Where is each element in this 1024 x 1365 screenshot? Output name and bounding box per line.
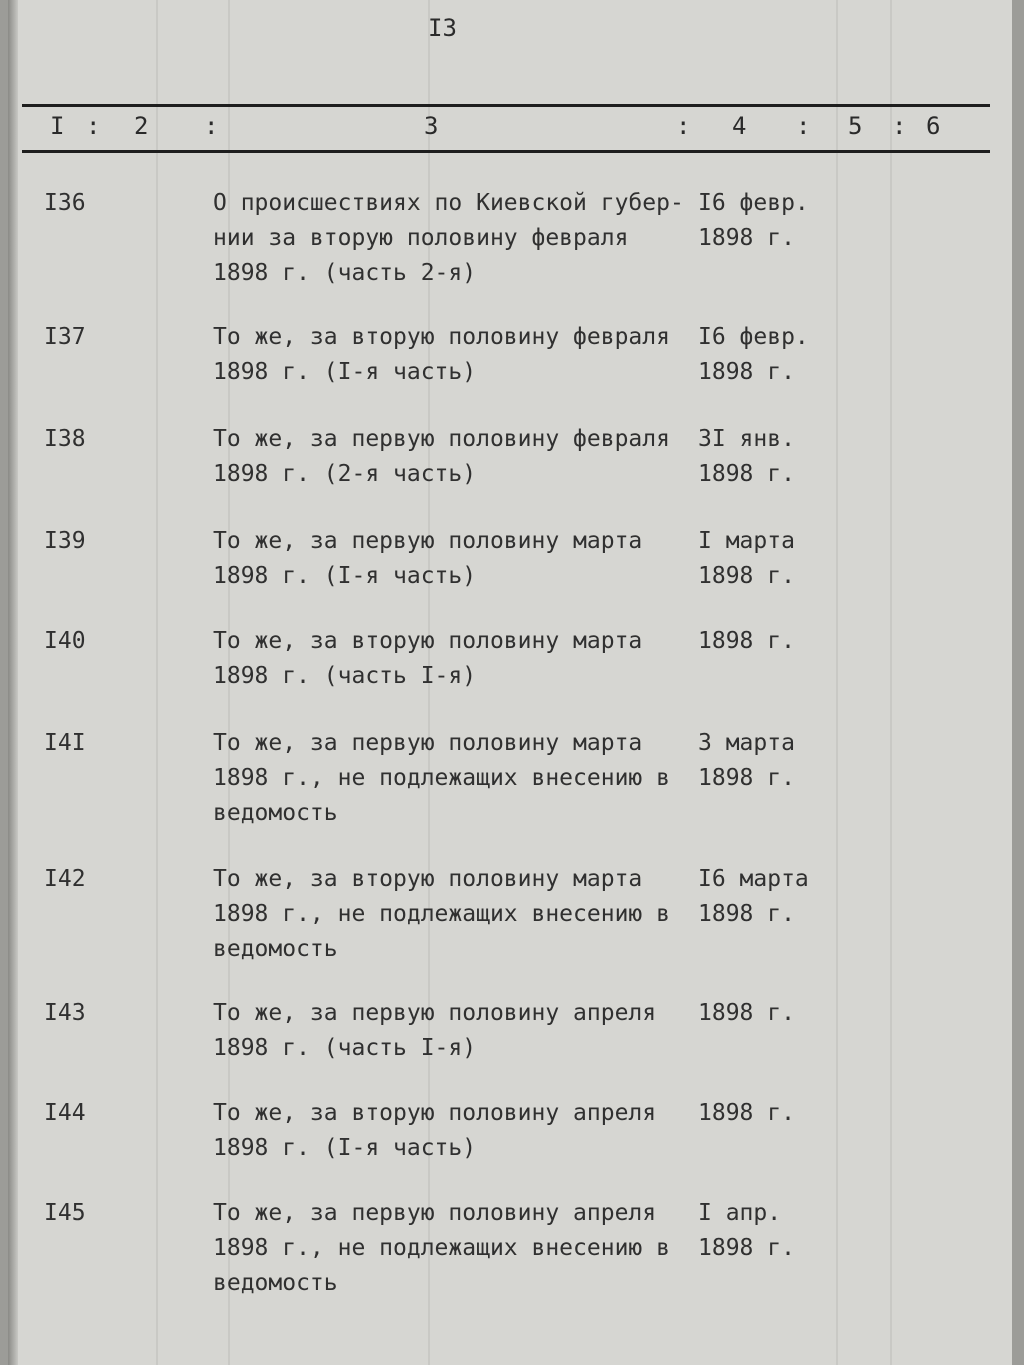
entry-number: I4I bbox=[44, 730, 86, 756]
entry-number: I39 bbox=[44, 528, 86, 554]
entry-date: I6 марта 1898 г. bbox=[698, 866, 809, 927]
page-binding-edge bbox=[8, 0, 18, 1365]
column-4-header: 4 bbox=[732, 112, 747, 140]
entry-title: То же, за первую половину марта 1898 г. (I-я часть) bbox=[213, 528, 643, 589]
entry-title: То же, за вторую половину марта 1898 г. (часть I-я) bbox=[213, 628, 643, 689]
entry-number: I37 bbox=[44, 324, 86, 350]
entry-number: I38 bbox=[44, 426, 86, 452]
header-bottom-rule bbox=[22, 150, 990, 153]
entry-date: 1898 г. bbox=[698, 1100, 795, 1126]
entry-date: I6 февр. 1898 г. bbox=[698, 190, 809, 251]
entry-number: I44 bbox=[44, 1100, 86, 1126]
column-separator: : bbox=[676, 112, 691, 140]
column-guide bbox=[836, 0, 838, 1365]
column-separator: : bbox=[204, 112, 219, 140]
entry-title: То же, за вторую половину марта 1898 г., не подлежащих внесению в ведомость bbox=[213, 866, 670, 962]
column-separator: : bbox=[796, 112, 811, 140]
column-guide bbox=[156, 0, 158, 1365]
entry-title: То же, за первую половину апреля 1898 г., не подлежащих внесению в ведомость bbox=[213, 1200, 670, 1296]
column-5-header: 5 bbox=[848, 112, 863, 140]
entry-number: I42 bbox=[44, 866, 86, 892]
entry-date: 3 марта 1898 г. bbox=[698, 730, 795, 791]
entry-title: То же, за первую половину марта 1898 г., не подлежащих внесению в ведомость bbox=[213, 730, 670, 826]
entry-date: 3I янв. 1898 г. bbox=[698, 426, 795, 487]
entry-number: I40 bbox=[44, 628, 86, 654]
column-guide bbox=[890, 0, 892, 1365]
entry-title: То же, за первую половину февраля 1898 г. (2-я часть) bbox=[213, 426, 670, 487]
document-page bbox=[8, 0, 1012, 1365]
entry-title: То же, за вторую половину апреля 1898 г. (I-я часть) bbox=[213, 1100, 657, 1161]
entry-number: I43 bbox=[44, 1000, 86, 1026]
entry-title: О происшествиях по Киевской губер- нии за вторую половину февраля 1898 г. (часть 2-я) bbox=[213, 190, 684, 286]
column-header-row bbox=[8, 112, 1008, 152]
entry-title: То же, за вторую половину февраля 1898 г. (I-я часть) bbox=[213, 324, 670, 385]
column-1-header: I bbox=[50, 112, 65, 140]
page-number: I3 bbox=[428, 14, 457, 42]
entry-number: I36 bbox=[44, 190, 86, 216]
column-2-header: 2 bbox=[134, 112, 149, 140]
entry-title: То же, за первую половину апреля 1898 г. (часть I-я) bbox=[213, 1000, 657, 1061]
column-3-header: 3 bbox=[424, 112, 439, 140]
entry-number: I45 bbox=[44, 1200, 86, 1226]
entry-date: 1898 г. bbox=[698, 628, 795, 654]
column-6-header: 6 bbox=[926, 112, 941, 140]
entry-date: I апр. 1898 г. bbox=[698, 1200, 795, 1261]
entry-date: I6 февр. 1898 г. bbox=[698, 324, 809, 385]
column-separator: : bbox=[86, 112, 101, 140]
column-separator: : bbox=[892, 112, 907, 140]
header-top-rule bbox=[22, 104, 990, 107]
entry-date: I марта 1898 г. bbox=[698, 528, 795, 589]
entry-date: 1898 г. bbox=[698, 1000, 795, 1026]
